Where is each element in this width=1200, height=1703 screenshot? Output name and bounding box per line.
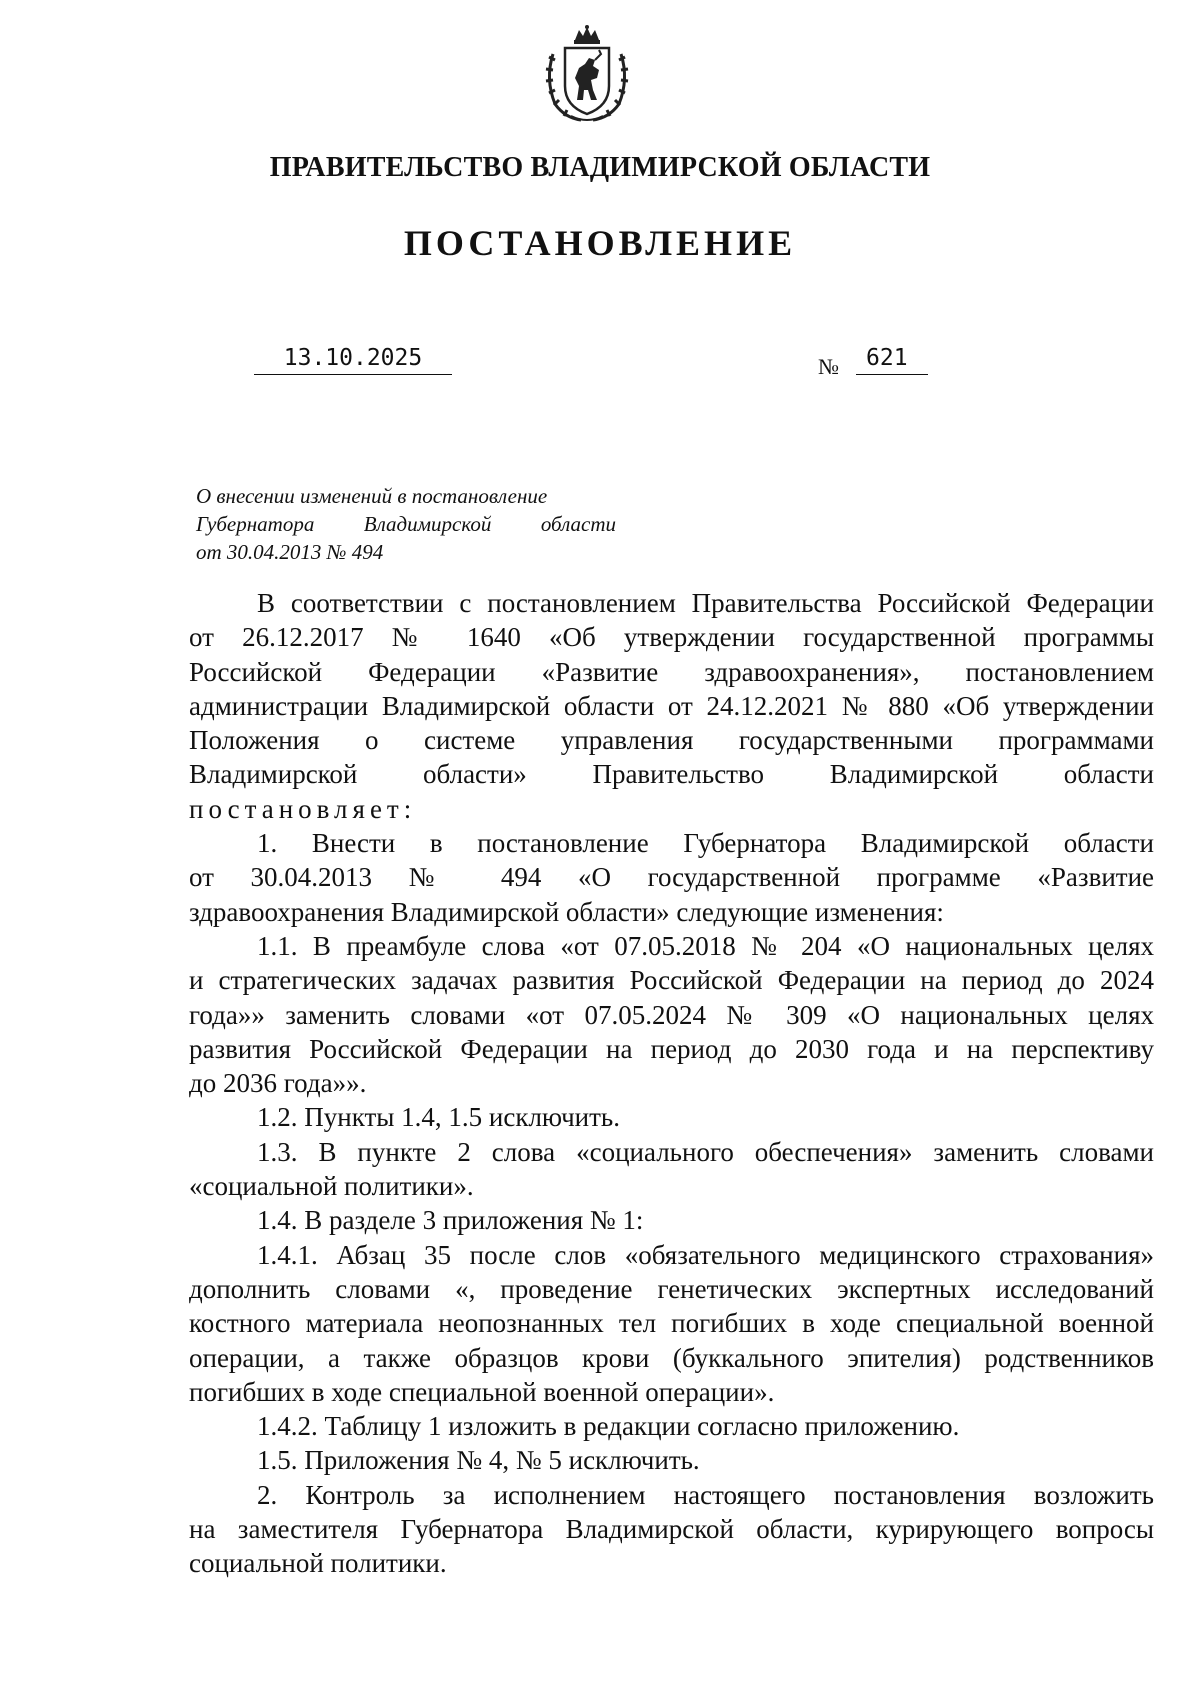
- document-body: [189, 586, 1154, 1581]
- clause-1-4-1-line: костного материала неопознанных тел погибших в ходе специальной военной: [189, 1308, 1154, 1339]
- document-subject: [196, 482, 616, 566]
- clause-2-line: 2. Контроль за исполнением настоящего постановления возложить: [257, 1479, 1154, 1510]
- clause-1-4-1-line: дополнить словами «, проведение генетических экспертных исследований: [189, 1273, 1154, 1304]
- government-title: ПРАВИТЕЛЬСТВО ВЛАДИМИРСКОЙ ОБЛАСТИ: [269, 152, 931, 183]
- clause-1-2: 1.2. Пункты 1.4, 1.5 исключить.: [257, 1102, 620, 1133]
- preamble-line: Положения о системе управления государственными программами: [189, 725, 1154, 756]
- resolves-word: постановляет:: [189, 793, 417, 824]
- document-type: ПОСТАНОВЛЕНИЕ: [403, 223, 797, 263]
- clause-1-1-line: 1.1. В преамбуле слова «от 07.05.2018 № 204 «О национальных целях: [257, 930, 1154, 961]
- clause-1-4-1-line: погибших в ходе специальной военной операции».: [189, 1376, 775, 1407]
- subject-line: О внесении изменений в постановление: [196, 484, 548, 508]
- preamble-line: В соответствии с постановлением Правительства Российской Федерации: [257, 588, 1154, 618]
- subject-line: от 30.04.2013 № 494: [196, 540, 384, 564]
- clause-1-3-line: «социальной политики».: [189, 1171, 474, 1202]
- clause-1-3-line: 1.3. В пункте 2 слова «социального обеспечения» заменить словами: [257, 1136, 1154, 1167]
- clause-1-1-line: развития Российской Федерации на период до 2030 года и на перспективу: [189, 1033, 1154, 1064]
- clause-1-1-line: до 2036 года»».: [189, 1068, 367, 1099]
- document-date: 13.10.2025: [254, 345, 452, 375]
- clause-1-4-1-line: 1.4.1. Абзац 35 после слов «обязательного медицинского страхования»: [257, 1239, 1154, 1270]
- clause-2-line: социальной политики.: [189, 1548, 447, 1579]
- preamble-line: администрации Владимирской области от 24.12.2021 № 880 «Об утверждении: [189, 690, 1154, 721]
- clause-1-line: здравоохранения Владимирской области» следующие изменения:: [189, 896, 944, 927]
- clause-1-line: 1. Внести в постановление Губернатора Владимирской области: [257, 828, 1154, 859]
- clause-1-4-2: 1.4.2. Таблицу 1 изложить в редакции согласно приложению.: [257, 1411, 960, 1442]
- subject-line: Губернатора Владимирской области: [196, 512, 616, 536]
- preamble-line: Владимирской области» Правительство Владимирской области: [189, 759, 1154, 790]
- number-sign: №: [818, 354, 839, 379]
- clause-1-1-line: года»» заменить словами «от 07.05.2024 № 309 «О национальных целях: [189, 999, 1154, 1030]
- clause-1-4-1-line: операции, а также образцов крови (буккального эпителия) родственников: [189, 1342, 1154, 1373]
- clause-2-line: на заместителя Губернатора Владимирской области, курирующего вопросы: [189, 1514, 1154, 1545]
- clause-1-1-line: и стратегических задачах развития Российской Федерации на период до 2024: [189, 965, 1154, 996]
- preamble-line: Российской Федерации «Развитие здравоохранения», постановлением: [189, 656, 1154, 687]
- document-number: 621: [856, 345, 928, 375]
- coat-of-arms-emblem: [541, 24, 633, 124]
- clause-1-line: от 30.04.2013 № 494 «О государственной программе «Развитие: [189, 862, 1154, 893]
- clause-1-4: 1.4. В разделе 3 приложения № 1:: [257, 1205, 644, 1236]
- preamble-line: от 26.12.2017 № 1640 «Об утверждении государственной программы: [189, 622, 1154, 653]
- clause-1-5: 1.5. Приложения № 4, № 5 исключить.: [257, 1445, 700, 1476]
